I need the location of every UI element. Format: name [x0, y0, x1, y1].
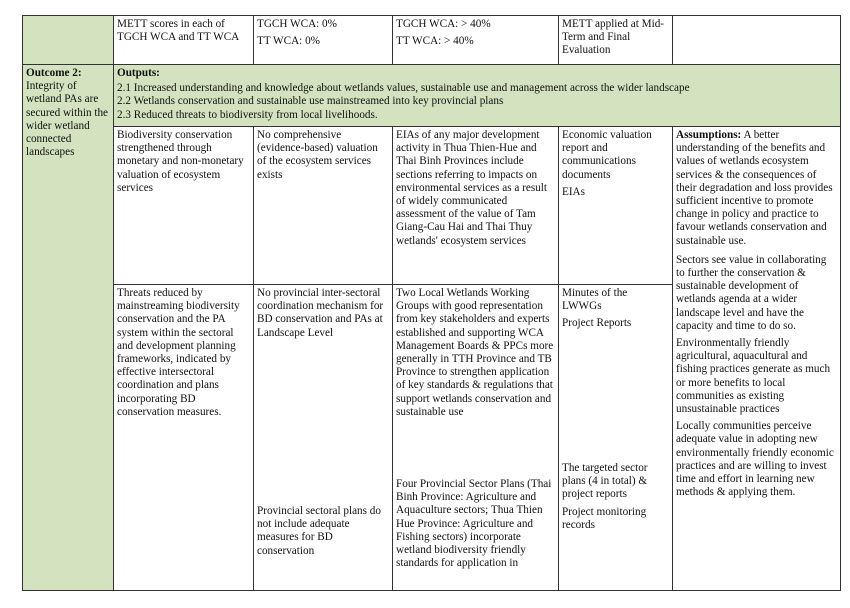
baseline-tgch: TGCH WCA: 0%	[257, 18, 337, 30]
grid-line	[113, 126, 841, 127]
threats-verification-monitoring: Project monitoring records	[562, 505, 647, 531]
assumption-2: Sectors see value in collaborating to further the conservation & sustainable development of wetlands agenda at a wider landscape level and have the capacity and time to do so.	[676, 253, 827, 332]
bio-verification-report: Economic valuation report and communications documents	[562, 129, 652, 181]
output-item: 2.1 Increased understanding and knowledge about wetlands values, sustainable use and management across the wider landscape	[117, 82, 690, 95]
top-left-empty-cell	[22, 15, 113, 64]
threats-baseline-cell	[253, 284, 392, 590]
mett-verification: METT applied at Mid-Term and Final Evaluation	[562, 18, 665, 57]
target-tt: TT WCA: > 40%	[396, 35, 474, 48]
threats-verification-minutes: Minutes of the LWWGs	[562, 287, 628, 313]
outcome-cell	[22, 64, 113, 590]
mett-baseline-cell	[253, 15, 392, 64]
outcome-text: Integrity of wetland PAs are secured within the wider wetland connected landscapes	[26, 80, 109, 159]
output-item: 2.2 Wetlands conservation and sustainable use mainstreamed into key provincial plans	[117, 95, 504, 108]
mett-verification-cell	[558, 15, 672, 64]
threats-baseline-plans: Provincial sectoral plans do not include adequate measures for BD conservation	[257, 505, 381, 557]
bio-baseline-cell	[253, 126, 392, 284]
mett-indicator: METT scores in each of TGCH WCA and TT WCA	[117, 18, 240, 44]
bio-verification-cell	[558, 126, 672, 284]
threats-target-cell	[392, 284, 558, 590]
threats-verification-reports: Project Reports	[562, 317, 632, 330]
grid-line	[392, 15, 393, 64]
grid-line	[558, 15, 559, 64]
bio-verification-eias: EIAs	[562, 185, 585, 198]
grid-line	[253, 126, 254, 591]
assumption-1	[676, 129, 836, 248]
grid-line	[22, 15, 841, 16]
baseline-tt: TT WCA: 0%	[257, 35, 320, 48]
target-tgch: TGCH WCA: > 40%	[396, 18, 491, 30]
grid-line	[22, 15, 23, 591]
assumption-4: Locally communities perceive adequate value in adopting new environmentally friendly economic practices and are willing to invest time and effort in learning new methods & applying them.	[676, 420, 834, 499]
bio-indicator: Biodiversity conservation strengthened through monetary and non-monetary valuation of ecosystem services	[117, 129, 244, 194]
outcome-heading: Outcome 2:	[26, 67, 82, 79]
output-item: 2.3 Reduced threats to biodiversity from local livelihoods.	[117, 108, 378, 121]
threats-verification-cell	[558, 284, 672, 590]
grid-line	[672, 15, 673, 64]
grid-line	[22, 64, 841, 65]
threats-target-lwwg: Two Local Wetlands Working Groups with good representation from key stakeholders and experts established and supporting WCA Management Boards & PPCs more generally in TTH Province and TB Province to strengthen application of key standards & regulations that support wetlands conservation and sustainable use	[396, 287, 554, 418]
threats-verification-sector-plans: The targeted sector plans (4 in total) & project reports	[562, 462, 648, 501]
bio-target: EIAs of any major development activity in Thua Thien-Hue and Thai Binh Provinces include sections referring to impacts on environmental services as a result of widely communicated assessment of the value of Tam Giang-Cau Hai and Thai Thuy wetlands' ecosystem services	[396, 129, 547, 247]
grid-line	[113, 15, 114, 591]
grid-line	[22, 590, 841, 591]
bio-indicator-cell	[113, 126, 253, 284]
threats-indicator: Threats reduced by mainstreaming biodiversity conservation and the PA system within the sectoral and development planning frameworks, indicated by effective intersectoral coordination and plans incorporating BD conservation measures.	[117, 287, 240, 418]
grid-line	[558, 126, 559, 591]
grid-line	[253, 15, 254, 64]
bio-baseline: No comprehensive (evidence-based) valuation of the ecosystem services exists	[257, 129, 378, 181]
mett-target-cell	[392, 15, 558, 64]
bio-target-cell	[392, 126, 558, 284]
threats-indicator-cell	[113, 284, 253, 590]
assumption-3: Environmentally friendly agricultural, aquacultural and fishing practices generate as much or more benefits to local communities as existing unsustainable practices	[676, 337, 831, 416]
assumptions-cell	[672, 126, 840, 590]
outputs-heading: Outputs:	[117, 67, 160, 79]
outputs-cell	[113, 64, 840, 126]
grid-line	[392, 126, 393, 591]
assumptions-heading: Assumptions:	[676, 129, 742, 141]
grid-line	[840, 15, 841, 591]
grid-line	[672, 126, 673, 591]
threats-baseline-coordination: No provincial inter-sectoral coordination mechanism for BD conservation and PAs at Landscape Level	[257, 287, 384, 339]
mett-indicator-cell	[113, 15, 253, 64]
threats-target-sector-plans: Four Provincial Sector Plans (Thai Binh Province: Agriculture and Aquaculture sectors; Thua Thien Hue Province: Agriculture and Fishing sectors) incorporate wetland biodiversity friendly standards for application in	[396, 478, 552, 570]
assumption-1-text: A better understanding of the benefits and values of wetlands ecosystem services & the consequences of their degradation and loss provides sufficient incentive to promote change in policy and practice to favour wetlands conservation and sustainable use.	[676, 129, 833, 247]
